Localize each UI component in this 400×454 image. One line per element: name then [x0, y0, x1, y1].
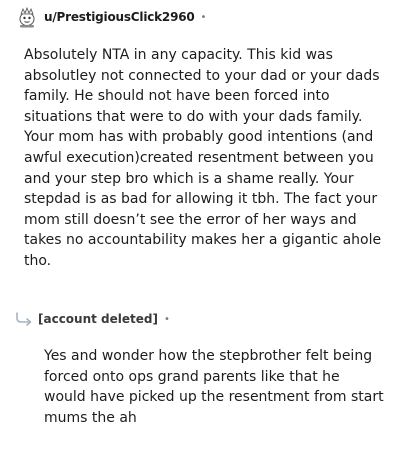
snoo-avatar-icon[interactable] [16, 6, 38, 28]
reply-header [14, 308, 170, 330]
reply-arrow-icon [14, 311, 34, 327]
comment-header [16, 6, 206, 28]
meta-separator: • [200, 11, 207, 23]
comment-body: Absolutely NTA in any capacity. This kid was absolutley not connected to your dad or your dads family. He should not have been forced into situations that were to do with your dads family. Your mom has with probably good intentions (and awful execution)created resentment between you and your step bro which is a shame really. Your stepdad is as bad for allowing it tbh. The fact your mom still doesn’t see the error of her ways and takes no accountability makes her a gigantic ahole tho. [24, 47, 382, 269]
meta-separator: • [163, 313, 170, 325]
reply-username: [account deleted] [38, 312, 158, 326]
comment-username[interactable]: u/PrestigiousClick2960 [44, 10, 195, 24]
reply-body: Yes and wonder how the stepbrother felt being forced onto ops grand parents like that he would have picked up the resentment from start mums the ah [44, 348, 384, 426]
